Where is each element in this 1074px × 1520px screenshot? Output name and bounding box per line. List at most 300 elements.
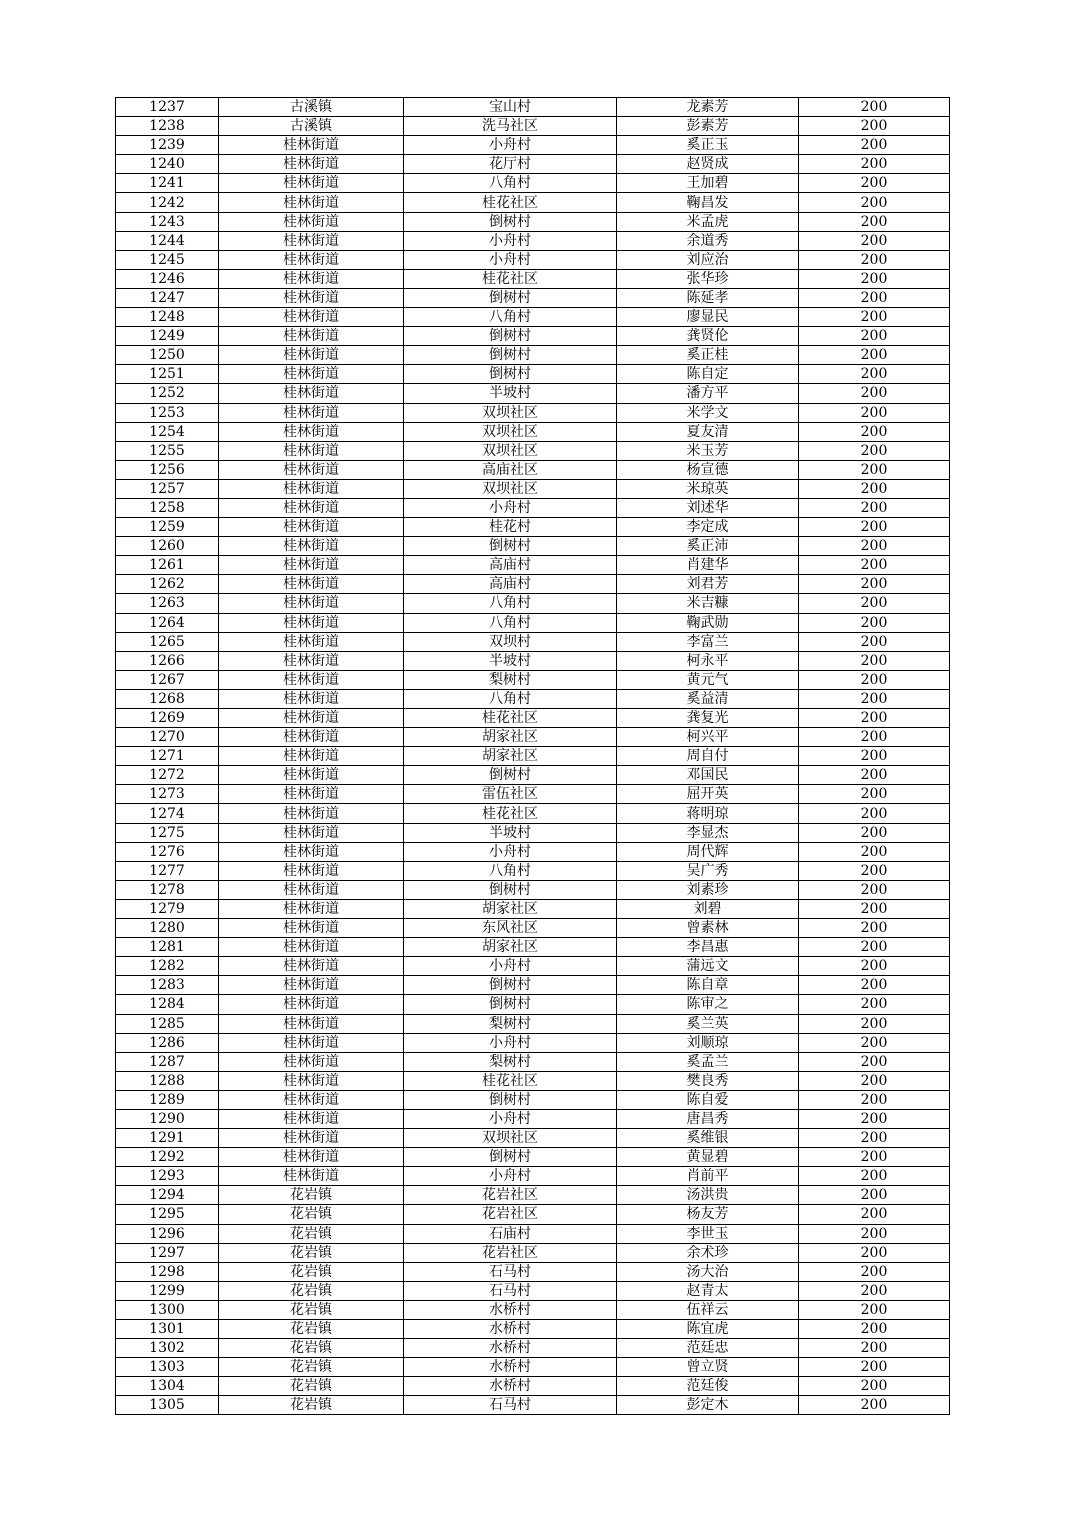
village-cell: 高庙社区 <box>404 460 617 479</box>
row-number-cell: 1282 <box>116 957 219 976</box>
village-cell: 水桥村 <box>404 1339 617 1358</box>
village-cell: 水桥村 <box>404 1358 617 1377</box>
village-cell: 半坡村 <box>404 823 617 842</box>
village-cell: 花厅村 <box>404 155 617 174</box>
table-row <box>116 1205 950 1224</box>
table-row <box>116 250 950 269</box>
town-cell: 桂林街道 <box>219 899 404 918</box>
row-number-cell: 1304 <box>116 1377 219 1396</box>
name-cell: 米琼英 <box>617 479 799 498</box>
amount-cell: 200 <box>799 1205 950 1224</box>
table-row <box>116 384 950 403</box>
table-row <box>116 1358 950 1377</box>
name-cell: 杨友芳 <box>617 1205 799 1224</box>
village-cell: 双坝社区 <box>404 441 617 460</box>
village-cell: 水桥村 <box>404 1320 617 1339</box>
town-cell: 桂林街道 <box>219 919 404 938</box>
row-number-cell: 1261 <box>116 556 219 575</box>
name-cell: 邓国民 <box>617 766 799 785</box>
row-number-cell: 1241 <box>116 174 219 193</box>
name-cell: 奚维银 <box>617 1129 799 1148</box>
row-number-cell: 1259 <box>116 518 219 537</box>
town-cell: 花岩镇 <box>219 1205 404 1224</box>
town-cell: 桂林街道 <box>219 995 404 1014</box>
town-cell: 桂林街道 <box>219 938 404 957</box>
row-number-cell: 1242 <box>116 193 219 212</box>
row-number-cell: 1251 <box>116 365 219 384</box>
table-row <box>116 117 950 136</box>
name-cell: 陈自定 <box>617 365 799 384</box>
row-number-cell: 1238 <box>116 117 219 136</box>
town-cell: 花岩镇 <box>219 1243 404 1262</box>
town-cell: 桂林街道 <box>219 441 404 460</box>
amount-cell: 200 <box>799 1300 950 1319</box>
name-cell: 范廷忠 <box>617 1339 799 1358</box>
amount-cell: 200 <box>799 365 950 384</box>
amount-cell: 200 <box>799 670 950 689</box>
row-number-cell: 1246 <box>116 269 219 288</box>
amount-cell: 200 <box>799 1396 950 1415</box>
table-row <box>116 136 950 155</box>
name-cell: 刘顺琼 <box>617 1033 799 1052</box>
village-cell: 半坡村 <box>404 651 617 670</box>
amount-cell: 200 <box>799 308 950 327</box>
amount-cell: 200 <box>799 174 950 193</box>
name-cell: 龚复光 <box>617 709 799 728</box>
town-cell: 桂林街道 <box>219 193 404 212</box>
row-number-cell: 1263 <box>116 594 219 613</box>
village-cell: 八角村 <box>404 308 617 327</box>
name-cell: 余道秀 <box>617 231 799 250</box>
amount-cell: 200 <box>799 976 950 995</box>
table-row <box>116 842 950 861</box>
name-cell: 龙素芳 <box>617 98 799 117</box>
village-cell: 宝山村 <box>404 98 617 117</box>
table-row <box>116 422 950 441</box>
table-row <box>116 556 950 575</box>
town-cell: 桂林街道 <box>219 804 404 823</box>
amount-cell: 200 <box>799 1339 950 1358</box>
row-number-cell: 1277 <box>116 861 219 880</box>
amount-cell: 200 <box>799 728 950 747</box>
table-row <box>116 460 950 479</box>
row-number-cell: 1300 <box>116 1300 219 1319</box>
table-row <box>116 346 950 365</box>
amount-cell: 200 <box>799 804 950 823</box>
amount-cell: 200 <box>799 575 950 594</box>
table-row <box>116 441 950 460</box>
name-cell: 赵青太 <box>617 1281 799 1300</box>
amount-cell: 200 <box>799 1148 950 1167</box>
amount-cell: 200 <box>799 1224 950 1243</box>
name-cell: 黄显碧 <box>617 1148 799 1167</box>
town-cell: 桂林街道 <box>219 422 404 441</box>
row-number-cell: 1295 <box>116 1205 219 1224</box>
name-cell: 刘碧 <box>617 899 799 918</box>
name-cell: 余术珍 <box>617 1243 799 1262</box>
amount-cell: 200 <box>799 556 950 575</box>
amount-cell: 200 <box>799 766 950 785</box>
row-number-cell: 1299 <box>116 1281 219 1300</box>
table-row <box>116 1396 950 1415</box>
town-cell: 花岩镇 <box>219 1300 404 1319</box>
name-cell: 米玉芳 <box>617 441 799 460</box>
amount-cell: 200 <box>799 613 950 632</box>
village-cell: 倒树村 <box>404 327 617 346</box>
amount-cell: 200 <box>799 919 950 938</box>
village-cell: 胡家社区 <box>404 938 617 957</box>
row-number-cell: 1240 <box>116 155 219 174</box>
village-cell: 双坝社区 <box>404 403 617 422</box>
town-cell: 桂林街道 <box>219 155 404 174</box>
village-cell: 小舟村 <box>404 498 617 517</box>
town-cell: 桂林街道 <box>219 174 404 193</box>
town-cell: 桂林街道 <box>219 269 404 288</box>
village-cell: 花岩社区 <box>404 1186 617 1205</box>
table-row <box>116 785 950 804</box>
name-cell: 奚正桂 <box>617 346 799 365</box>
name-cell: 张华珍 <box>617 269 799 288</box>
row-number-cell: 1253 <box>116 403 219 422</box>
table-row <box>116 498 950 517</box>
town-cell: 桂林街道 <box>219 288 404 307</box>
table-row <box>116 288 950 307</box>
row-number-cell: 1305 <box>116 1396 219 1415</box>
table-row <box>116 613 950 632</box>
amount-cell: 200 <box>799 594 950 613</box>
table-row <box>116 1377 950 1396</box>
name-cell: 樊良秀 <box>617 1071 799 1090</box>
amount-cell: 200 <box>799 155 950 174</box>
amount-cell: 200 <box>799 479 950 498</box>
amount-cell: 200 <box>799 842 950 861</box>
table-row <box>116 976 950 995</box>
town-cell: 桂林街道 <box>219 880 404 899</box>
amount-cell: 200 <box>799 250 950 269</box>
village-cell: 小舟村 <box>404 136 617 155</box>
name-cell: 李定成 <box>617 518 799 537</box>
row-number-cell: 1281 <box>116 938 219 957</box>
amount-cell: 200 <box>799 269 950 288</box>
amount-cell: 200 <box>799 288 950 307</box>
table-row <box>116 1014 950 1033</box>
table-row <box>116 1300 950 1319</box>
name-cell: 吴广秀 <box>617 861 799 880</box>
amount-cell: 200 <box>799 1167 950 1186</box>
name-cell: 汤洪贵 <box>617 1186 799 1205</box>
row-number-cell: 1283 <box>116 976 219 995</box>
village-cell: 水桥村 <box>404 1300 617 1319</box>
town-cell: 桂林街道 <box>219 212 404 231</box>
row-number-cell: 1285 <box>116 1014 219 1033</box>
amount-cell: 200 <box>799 880 950 899</box>
row-number-cell: 1275 <box>116 823 219 842</box>
name-cell: 周代辉 <box>617 842 799 861</box>
village-cell: 八角村 <box>404 861 617 880</box>
village-cell: 八角村 <box>404 613 617 632</box>
town-cell: 桂林街道 <box>219 403 404 422</box>
row-number-cell: 1280 <box>116 919 219 938</box>
village-cell: 小舟村 <box>404 842 617 861</box>
name-cell: 刘应治 <box>617 250 799 269</box>
town-cell: 桂林街道 <box>219 709 404 728</box>
town-cell: 桂林街道 <box>219 365 404 384</box>
name-cell: 黄元气 <box>617 670 799 689</box>
village-cell: 双坝村 <box>404 632 617 651</box>
town-cell: 桂林街道 <box>219 766 404 785</box>
name-cell: 奚兰英 <box>617 1014 799 1033</box>
row-number-cell: 1271 <box>116 747 219 766</box>
town-cell: 桂林街道 <box>219 1071 404 1090</box>
amount-cell: 200 <box>799 1071 950 1090</box>
row-number-cell: 1265 <box>116 632 219 651</box>
table-row <box>116 1281 950 1300</box>
village-cell: 小舟村 <box>404 1109 617 1128</box>
name-cell: 周自付 <box>617 747 799 766</box>
name-cell: 汤大治 <box>617 1262 799 1281</box>
amount-cell: 200 <box>799 136 950 155</box>
row-number-cell: 1288 <box>116 1071 219 1090</box>
table-row <box>116 995 950 1014</box>
table-row <box>116 575 950 594</box>
village-cell: 倒树村 <box>404 1090 617 1109</box>
row-number-cell: 1267 <box>116 670 219 689</box>
amount-cell: 200 <box>799 861 950 880</box>
name-cell: 蒋明琼 <box>617 804 799 823</box>
table-row <box>116 1186 950 1205</box>
name-cell: 唐昌秀 <box>617 1109 799 1128</box>
table-row <box>116 861 950 880</box>
town-cell: 桂林街道 <box>219 327 404 346</box>
village-cell: 双坝社区 <box>404 479 617 498</box>
village-cell: 花岩社区 <box>404 1243 617 1262</box>
row-number-cell: 1286 <box>116 1033 219 1052</box>
row-number-cell: 1289 <box>116 1090 219 1109</box>
name-cell: 潘方平 <box>617 384 799 403</box>
village-cell: 石马村 <box>404 1396 617 1415</box>
row-number-cell: 1279 <box>116 899 219 918</box>
village-cell: 八角村 <box>404 594 617 613</box>
town-cell: 桂林街道 <box>219 384 404 403</box>
village-cell: 倒树村 <box>404 537 617 556</box>
village-cell: 倒树村 <box>404 995 617 1014</box>
village-cell: 梨树村 <box>404 670 617 689</box>
table-row <box>116 670 950 689</box>
name-cell: 奚益清 <box>617 689 799 708</box>
name-cell: 杨宣德 <box>617 460 799 479</box>
amount-cell: 200 <box>799 327 950 346</box>
village-cell: 小舟村 <box>404 1167 617 1186</box>
town-cell: 桂林街道 <box>219 728 404 747</box>
town-cell: 花岩镇 <box>219 1186 404 1205</box>
name-cell: 米学文 <box>617 403 799 422</box>
village-cell: 八角村 <box>404 174 617 193</box>
row-number-cell: 1252 <box>116 384 219 403</box>
village-cell: 倒树村 <box>404 365 617 384</box>
name-cell: 米孟虎 <box>617 212 799 231</box>
village-cell: 桂花村 <box>404 518 617 537</box>
village-cell: 倒树村 <box>404 766 617 785</box>
table-row <box>116 766 950 785</box>
table-row <box>116 403 950 422</box>
amount-cell: 200 <box>799 1243 950 1262</box>
town-cell: 桂林街道 <box>219 670 404 689</box>
amount-cell: 200 <box>799 518 950 537</box>
town-cell: 桂林街道 <box>219 250 404 269</box>
name-cell: 夏友清 <box>617 422 799 441</box>
village-cell: 桂花社区 <box>404 1071 617 1090</box>
amount-cell: 200 <box>799 1014 950 1033</box>
town-cell: 桂林街道 <box>219 689 404 708</box>
village-cell: 倒树村 <box>404 212 617 231</box>
amount-cell: 200 <box>799 689 950 708</box>
name-cell: 赵贤成 <box>617 155 799 174</box>
name-cell: 蒲远文 <box>617 957 799 976</box>
row-number-cell: 1272 <box>116 766 219 785</box>
table-row <box>116 537 950 556</box>
table-row <box>116 1071 950 1090</box>
town-cell: 桂林街道 <box>219 747 404 766</box>
name-cell: 曾立贤 <box>617 1358 799 1377</box>
row-number-cell: 1284 <box>116 995 219 1014</box>
amount-cell: 200 <box>799 747 950 766</box>
table-row <box>116 174 950 193</box>
table-row <box>116 880 950 899</box>
village-cell: 倒树村 <box>404 1148 617 1167</box>
amount-cell: 200 <box>799 651 950 670</box>
row-number-cell: 1260 <box>116 537 219 556</box>
town-cell: 花岩镇 <box>219 1339 404 1358</box>
town-cell: 桂林街道 <box>219 346 404 365</box>
table-row <box>116 1129 950 1148</box>
name-cell: 柯兴平 <box>617 728 799 747</box>
village-cell: 倒树村 <box>404 880 617 899</box>
amount-cell: 200 <box>799 403 950 422</box>
amount-cell: 200 <box>799 212 950 231</box>
name-cell: 廖显民 <box>617 308 799 327</box>
table-row <box>116 919 950 938</box>
amount-cell: 200 <box>799 1320 950 1339</box>
village-cell: 双坝社区 <box>404 1129 617 1148</box>
town-cell: 花岩镇 <box>219 1377 404 1396</box>
amount-cell: 200 <box>799 938 950 957</box>
village-cell: 雷伍社区 <box>404 785 617 804</box>
town-cell: 花岩镇 <box>219 1281 404 1300</box>
town-cell: 花岩镇 <box>219 1320 404 1339</box>
name-cell: 鞠昌发 <box>617 193 799 212</box>
amount-cell: 200 <box>799 823 950 842</box>
row-number-cell: 1293 <box>116 1167 219 1186</box>
row-number-cell: 1297 <box>116 1243 219 1262</box>
village-cell: 石马村 <box>404 1281 617 1300</box>
table-row <box>116 728 950 747</box>
village-cell: 梨树村 <box>404 1052 617 1071</box>
table-row <box>116 823 950 842</box>
row-number-cell: 1301 <box>116 1320 219 1339</box>
name-cell: 彭素芳 <box>617 117 799 136</box>
row-number-cell: 1244 <box>116 231 219 250</box>
village-cell: 胡家社区 <box>404 728 617 747</box>
village-cell: 洗马社区 <box>404 117 617 136</box>
table-row <box>116 1090 950 1109</box>
table-row <box>116 193 950 212</box>
town-cell: 桂林街道 <box>219 1014 404 1033</box>
town-cell: 桂林街道 <box>219 594 404 613</box>
village-cell: 胡家社区 <box>404 747 617 766</box>
town-cell: 桂林街道 <box>219 308 404 327</box>
row-number-cell: 1264 <box>116 613 219 632</box>
row-number-cell: 1262 <box>116 575 219 594</box>
town-cell: 桂林街道 <box>219 460 404 479</box>
table-row <box>116 632 950 651</box>
town-cell: 花岩镇 <box>219 1262 404 1281</box>
name-cell: 肖前平 <box>617 1167 799 1186</box>
row-number-cell: 1258 <box>116 498 219 517</box>
amount-cell: 200 <box>799 346 950 365</box>
table-row <box>116 594 950 613</box>
row-number-cell: 1255 <box>116 441 219 460</box>
town-cell: 桂林街道 <box>219 861 404 880</box>
data-table <box>115 97 950 1415</box>
table-row <box>116 231 950 250</box>
table-row <box>116 518 950 537</box>
village-cell: 桂花社区 <box>404 269 617 288</box>
name-cell: 陈审之 <box>617 995 799 1014</box>
name-cell: 龚贤伦 <box>617 327 799 346</box>
row-number-cell: 1245 <box>116 250 219 269</box>
name-cell: 彭定木 <box>617 1396 799 1415</box>
row-number-cell: 1249 <box>116 327 219 346</box>
amount-cell: 200 <box>799 1033 950 1052</box>
town-cell: 桂林街道 <box>219 651 404 670</box>
town-cell: 桂林街道 <box>219 976 404 995</box>
village-cell: 八角村 <box>404 689 617 708</box>
amount-cell: 200 <box>799 117 950 136</box>
table-row <box>116 709 950 728</box>
row-number-cell: 1273 <box>116 785 219 804</box>
table-row <box>116 1262 950 1281</box>
row-number-cell: 1247 <box>116 288 219 307</box>
row-number-cell: 1302 <box>116 1339 219 1358</box>
village-cell: 半坡村 <box>404 384 617 403</box>
name-cell: 奚正沛 <box>617 537 799 556</box>
village-cell: 高庙村 <box>404 575 617 594</box>
amount-cell: 200 <box>799 1109 950 1128</box>
row-number-cell: 1294 <box>116 1186 219 1205</box>
amount-cell: 200 <box>799 441 950 460</box>
name-cell: 陈延孝 <box>617 288 799 307</box>
row-number-cell: 1298 <box>116 1262 219 1281</box>
amount-cell: 200 <box>799 193 950 212</box>
row-number-cell: 1237 <box>116 98 219 117</box>
table-row <box>116 804 950 823</box>
amount-cell: 200 <box>799 709 950 728</box>
village-cell: 小舟村 <box>404 1033 617 1052</box>
town-cell: 桂林街道 <box>219 231 404 250</box>
table-row <box>116 1167 950 1186</box>
name-cell: 范廷俊 <box>617 1377 799 1396</box>
amount-cell: 200 <box>799 1358 950 1377</box>
town-cell: 花岩镇 <box>219 1224 404 1243</box>
table-row <box>116 155 950 174</box>
row-number-cell: 1287 <box>116 1052 219 1071</box>
amount-cell: 200 <box>799 1186 950 1205</box>
table-row <box>116 269 950 288</box>
table-row <box>116 365 950 384</box>
town-cell: 桂林街道 <box>219 537 404 556</box>
amount-cell: 200 <box>799 1281 950 1300</box>
name-cell: 奚孟兰 <box>617 1052 799 1071</box>
